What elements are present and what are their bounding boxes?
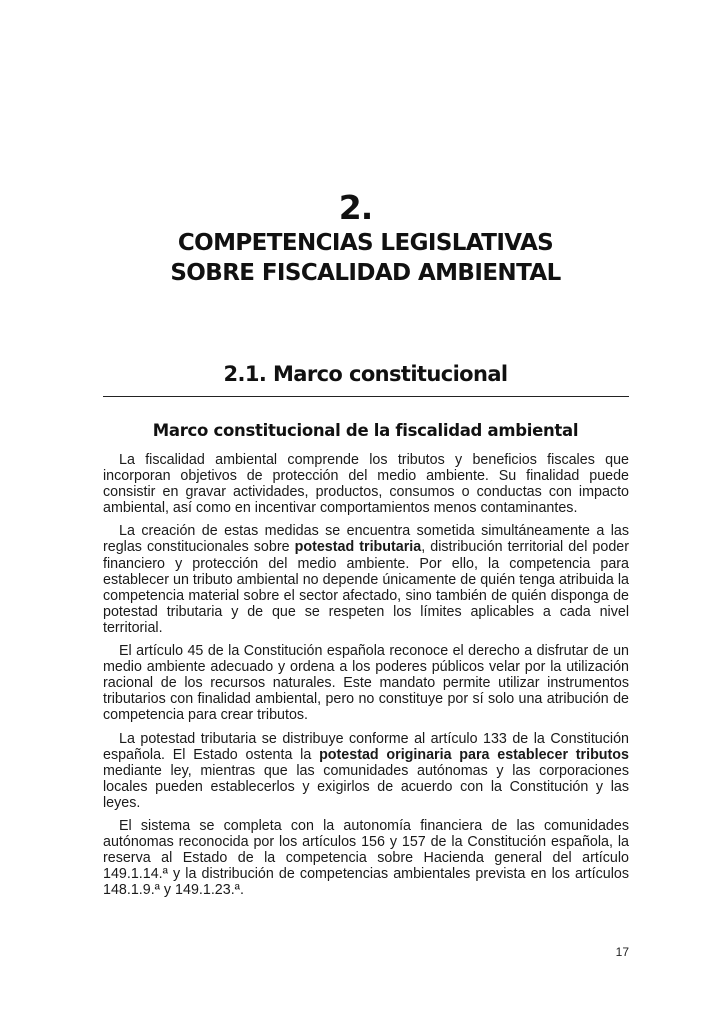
chapter-title-line-2: SOBRE FISCALIDAD AMBIENTAL xyxy=(170,260,561,286)
section-heading: 2.1. Marco constitucional xyxy=(223,362,508,386)
paragraph-2 xyxy=(103,523,629,636)
paragraph-4-text-a: La potestad tributaria se distribuye conforme al artículo 133 de la Constitución española. El Estado ostenta la xyxy=(103,730,629,763)
subsection-heading: Marco constitucional de la fiscalidad ambiental xyxy=(152,421,579,440)
paragraph-2-bold: potestad tributaria xyxy=(294,539,422,556)
chapter-title-line-1: COMPETENCIAS LEGISLATIVAS xyxy=(177,230,554,256)
section-divider xyxy=(103,396,629,397)
chapter-number: 2. xyxy=(338,188,373,227)
body-text xyxy=(103,452,629,905)
page-number: 17 xyxy=(615,945,629,959)
paragraph-3: El artículo 45 de la Constitución española reconoce el derecho a disfrutar de un medio ambiente adecuado y ordena a los poderes públicos velar por la utilización racional de los recursos naturales. Este mandato permite utilizar instrumentos tributarios con finalidad ambiental, pero no constituye por sí solo una atribución de competencia para crear tributos. xyxy=(103,643,629,724)
paragraph-4-bold: potestad originaria para establecer tributos xyxy=(319,746,629,763)
paragraph-2-text-c: , distribución territorial del poder financiero y protección del medio ambiente. Por ello, la competencia para establecer un tributo ambiental no depende únicamente de quién tenga atribuida la competencia material sobre el sector afectado, sino también de quién disponga de potestad tributaria y de que se respeten los límites aplicables a cada nivel territorial. xyxy=(103,539,629,636)
paragraph-4 xyxy=(103,731,629,811)
paragraph-2-text-a: La creación de estas medidas se encuentra sometida simultáneamente a las reglas constitucionales sobre xyxy=(103,523,629,556)
paragraph-1: La fiscalidad ambiental comprende los tributos y beneficios fiscales que incorporan objetivos de protección del medio ambiente. Su finalidad puede consistir en gravar actividades, productos, consumos o conductas con impacto ambiental, así como en incentivar comportamientos menos contaminantes. xyxy=(103,452,629,517)
paragraph-4-text-c: mediante ley, mientras que las comunidades autónomas y las corporaciones locales pueden establecerlos y exigirlos de acuerdo con la Constitución y las leyes. xyxy=(103,762,629,811)
chapter-title xyxy=(0,228,711,288)
paragraph-5: El sistema se completa con la autonomía financiera de las comunidades autónomas reconocida por los artículos 156 y 157 de la Constitución española, la reserva al Estado de la competencia sobre Hacienda general del artículo 149.1.14.ª y la distribución de competencias ambientales prevista en los artículos 148.1.9.ª y 149.1.23.ª. xyxy=(103,817,629,899)
